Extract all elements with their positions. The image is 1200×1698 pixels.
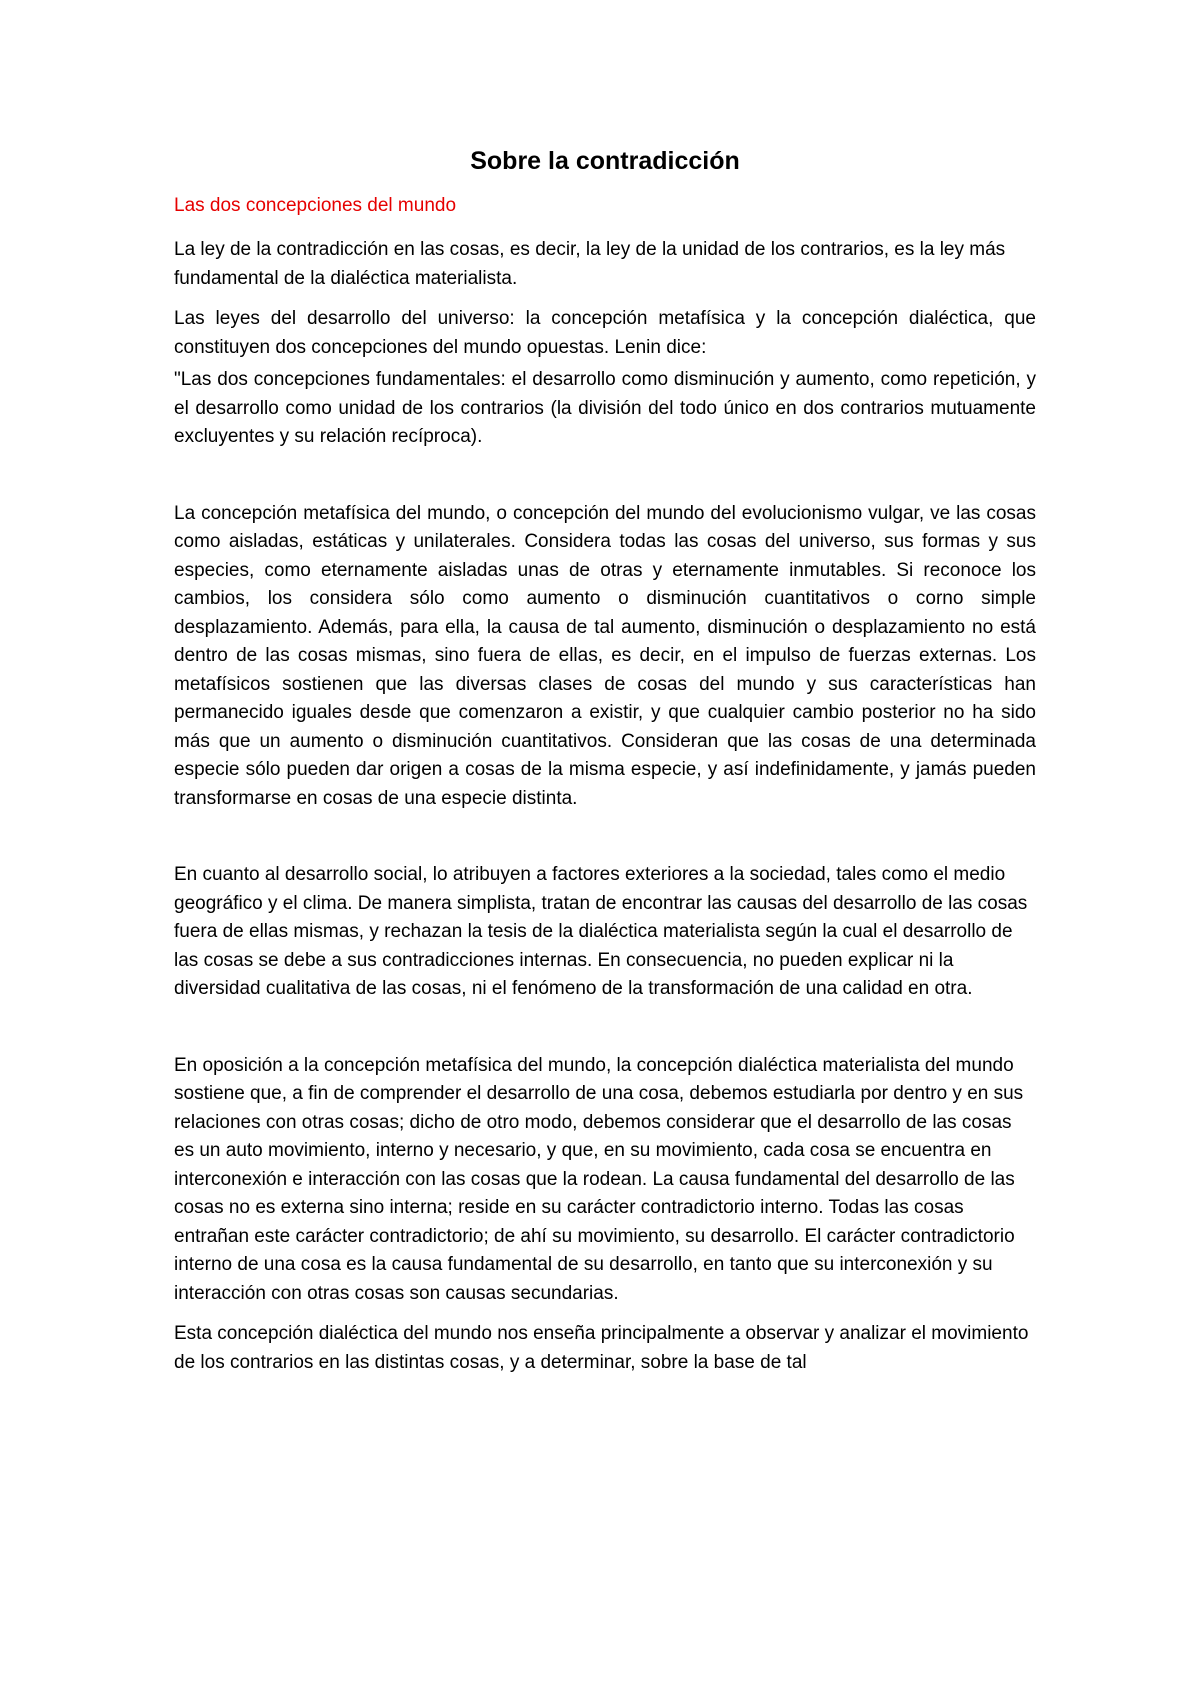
paragraph-metaphysical-conception: La concepción metafísica del mundo, o concepción del mundo del evolucionismo vulgar, ve las cosas como aisladas, estáticas y unilaterales. Considera todas las cosas del universo, sus formas y sus especies, como eternamente aisladas unas de otras y eternamente inmutables. Si reconoce los cambios, los considera sólo como aumento o disminución cuantitativos o corno simple desplazamiento. Además, para ella, la causa de tal aumento, disminución o desplazamiento no está dentro de las cosas mismas, sino fuera de ellas, es decir, en el impulso de fuerzas externas. Los metafísicos sostienen que las diversas clases de cosas del mundo y sus características han permanecido iguales desde que comenzaron a existir, y que cualquier cambio posterior no ha sido más que un aumento o disminución cuantitativos. Consideran que las cosas de una determinada especie sólo pueden dar origen a cosas de la misma especie, y así indefinidamente, y jamás pueden transformarse en cosas de una especie distinta. — [174, 502, 1036, 809]
paragraph-spacer — [174, 464, 1036, 500]
document-content — [174, 146, 1036, 1389]
paragraph-spacer — [174, 1016, 1036, 1052]
document-title: Sobre la contradicción — [470, 147, 740, 175]
paragraph-spacer — [174, 825, 1036, 861]
paragraph-laws: Las leyes del desarrollo del universo: la concepción metafísica y la concepción dialéctica, que constituyen dos concepciones del mundo opuestas. Lenin dice: — [174, 308, 1036, 358]
paragraph-dialectical-conception: En oposición a la concepción metafísica del mundo, la concepción dialéctica materialista del mundo sostiene que, a fin de comprender el desarrollo de una cosa, debemos estudiarla por dentro y en sus relaciones con otras cosas; dicho de otro modo, debemos considerar que el desarrollo de las cosas es un auto movimiento, interno y necesario, y que, en su movimiento, cada cosa se encuentra en interconexión e interacción con las cosas que la rodean. La causa fundamental del desarrollo de las cosas no es externa sino interna; reside en su carácter contradictorio interno. Todas las cosas entrañan este carácter contradictorio; de ahí su movimiento, su desarrollo. El carácter contradictorio interno de una cosa es la causa fundamental de su desarrollo, en tanto que su interconexión y su interacción con otras cosas son causas secundarias. — [174, 1054, 1024, 1304]
paragraph-dialectical-teaching: Esta concepción dialéctica del mundo nos enseña principalmente a observar y analizar el movimiento de los contrarios en las distintas cosas, y a determinar, sobre la base de tal — [174, 1323, 1029, 1373]
paragraph-lenin-quote: "Las dos concepciones fundamentales: el desarrollo como disminución y aumento, como repetición, y el desarrollo como unidad de los contrarios (la división del todo único en dos contrarios mutuamente excluyentes y su relación recíproca). — [174, 369, 1036, 447]
paragraph-social-development: En cuanto al desarrollo social, lo atribuyen a factores exteriores a la sociedad, tales como el medio geográfico y el clima. De manera simplista, tratan de encontrar las causas del desarrollo de las cosas fuera de ellas mismas, y rechazan la tesis de la dialéctica materialista según la cual el desarrollo de las cosas se debe a sus contradicciones internas. En consecuencia, no pueden explicar ni la diversidad cualitativa de las cosas, ni el fenómeno de la transformación de una calidad en otra. — [174, 864, 1028, 999]
paragraph-intro: La ley de la contradicción en las cosas, es decir, la ley de la unidad de los contrarios, es la ley más fundamental de la dialéctica materialista. — [174, 239, 1006, 289]
section-heading: Las dos concepciones del mundo — [174, 195, 457, 216]
